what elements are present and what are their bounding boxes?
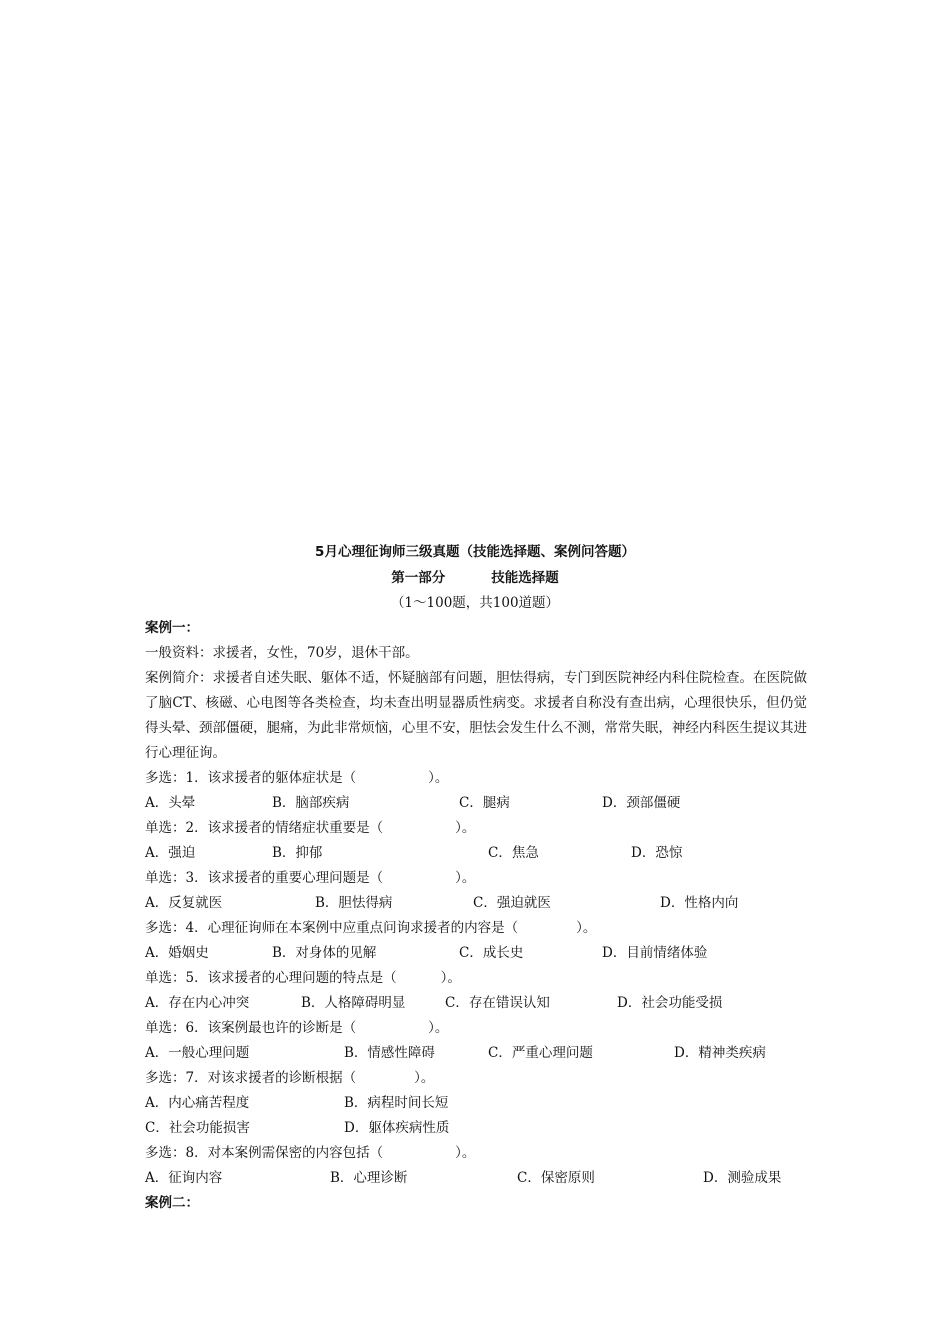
- option-a: A．存在内心冲突: [145, 995, 250, 1011]
- option-c: C．存在错误认知: [445, 995, 550, 1011]
- question-stem: [145, 766, 807, 791]
- option-c: C．社会功能损害: [145, 1120, 250, 1136]
- part-label: 第一部分: [391, 570, 446, 586]
- part-heading: [0, 566, 950, 586]
- case1-heading: 案例一：: [145, 620, 199, 636]
- option-d: D．性格内向: [660, 895, 739, 911]
- option-a: A．内心痛苦程度: [145, 1095, 250, 1111]
- option-c: C．焦急: [488, 845, 539, 861]
- option-d: D．恐惊: [631, 845, 683, 861]
- options-row: [145, 1041, 807, 1066]
- question-close: ）。: [455, 820, 476, 836]
- case2-heading: 案例二：: [145, 1195, 199, 1211]
- case-intro: 案例简介：求援者自述失眠、躯体不适，怀疑脑部有问题，胆怯得病，专门到医院神经内科住院检查。在医院做了脑CT、核磁、心电图等各类检查，均未查出明显器质性病变。求援者自称没有查出病，心理很快乐，但仍觉得头晕、颈部僵硬，腿痛，为此非常烦恼，心里不安，胆怯会发生什么不测，常常失眠，神经内科医生提议其进行心理征询。: [145, 670, 807, 761]
- question-close: ）。: [428, 1020, 449, 1036]
- option-b: B．情感性障碍: [344, 1045, 435, 1061]
- options-row: [145, 841, 807, 866]
- question-stem: [145, 1016, 807, 1041]
- option-a: A．婚姻史: [145, 945, 209, 961]
- range-note: （1～100题，共100道题）: [390, 595, 560, 611]
- option-d: D．测验成果: [703, 1170, 782, 1186]
- question-text: 单选：5．该求援者的心理问题的特点是（: [145, 970, 397, 986]
- option-a: A．头晕: [145, 795, 196, 811]
- options-row: [145, 1091, 807, 1116]
- option-b: B．病程时间长短: [344, 1095, 449, 1111]
- question-stem: [145, 1141, 807, 1166]
- question-stem: [145, 966, 807, 991]
- option-d: D．躯体疾病性质: [344, 1120, 450, 1136]
- option-d: D．社会功能受损: [617, 995, 723, 1011]
- question-close: ）。: [455, 870, 476, 886]
- question-stem: [145, 816, 807, 841]
- option-b: B．抑郁: [272, 845, 323, 861]
- general-info: 一般资料：求援者，女性，70岁，退休干部。: [145, 645, 419, 661]
- document-body: [145, 616, 807, 1216]
- option-a: A．强迫: [145, 845, 196, 861]
- option-b: B．对身体的见解: [272, 945, 377, 961]
- question-close: ）。: [440, 970, 461, 986]
- question-text: 单选：3．该求援者的重要心理问题是（: [145, 870, 384, 886]
- option-c: C．保密原则: [517, 1170, 595, 1186]
- question-close: ）。: [414, 1070, 435, 1086]
- options-row: [145, 891, 807, 916]
- options-row: [145, 991, 807, 1016]
- question-stem: [145, 916, 807, 941]
- question-stem: [145, 866, 807, 891]
- question-text: 单选：6．该案例最也许的诊断是（: [145, 1020, 357, 1036]
- option-d: D．目前情绪体验: [602, 945, 708, 961]
- option-c: C．严重心理问题: [488, 1045, 593, 1061]
- option-b: B．人格障碍明显: [301, 995, 406, 1011]
- question-text: 多选：7．对该求援者的诊断根据（: [145, 1070, 357, 1086]
- option-b: B．脑部疾病: [272, 795, 350, 811]
- question-text: 单选：2．该求援者的情绪症状重要是（: [145, 820, 384, 836]
- question-text: 多选：8．对本案例需保密的内容包括（: [145, 1145, 384, 1161]
- option-d: D．精神类疾病: [674, 1045, 766, 1061]
- option-c: C．成长史: [459, 945, 524, 961]
- options-row: [145, 941, 807, 966]
- part-name: 技能选择题: [491, 570, 559, 586]
- question-close: ）。: [428, 770, 449, 786]
- options-row: [145, 1166, 807, 1191]
- question-close: ）。: [576, 920, 597, 936]
- question-text: 多选：1．该求援者的躯体症状是（: [145, 770, 357, 786]
- option-a: A．一般心理问题: [145, 1045, 250, 1061]
- option-b: B．心理诊断: [330, 1170, 408, 1186]
- option-a: A．征询内容: [145, 1170, 223, 1186]
- options-row: [145, 791, 807, 816]
- option-c: C．强迫就医: [473, 895, 551, 911]
- question-text: 多选：4．心理征询师在本案例中应重点问询求援者的内容是（: [145, 920, 519, 936]
- question-stem: [145, 1066, 807, 1091]
- options-row: [145, 1116, 807, 1141]
- question-close: ）。: [455, 1145, 476, 1161]
- option-b: B．胆怯得病: [315, 895, 393, 911]
- option-d: D．颈部僵硬: [602, 795, 681, 811]
- doc-title: 5月心理征询师三级真题（技能选择题、案例问答题）: [315, 544, 635, 560]
- option-c: C．腿病: [459, 795, 510, 811]
- option-a: A．反复就医: [145, 895, 223, 911]
